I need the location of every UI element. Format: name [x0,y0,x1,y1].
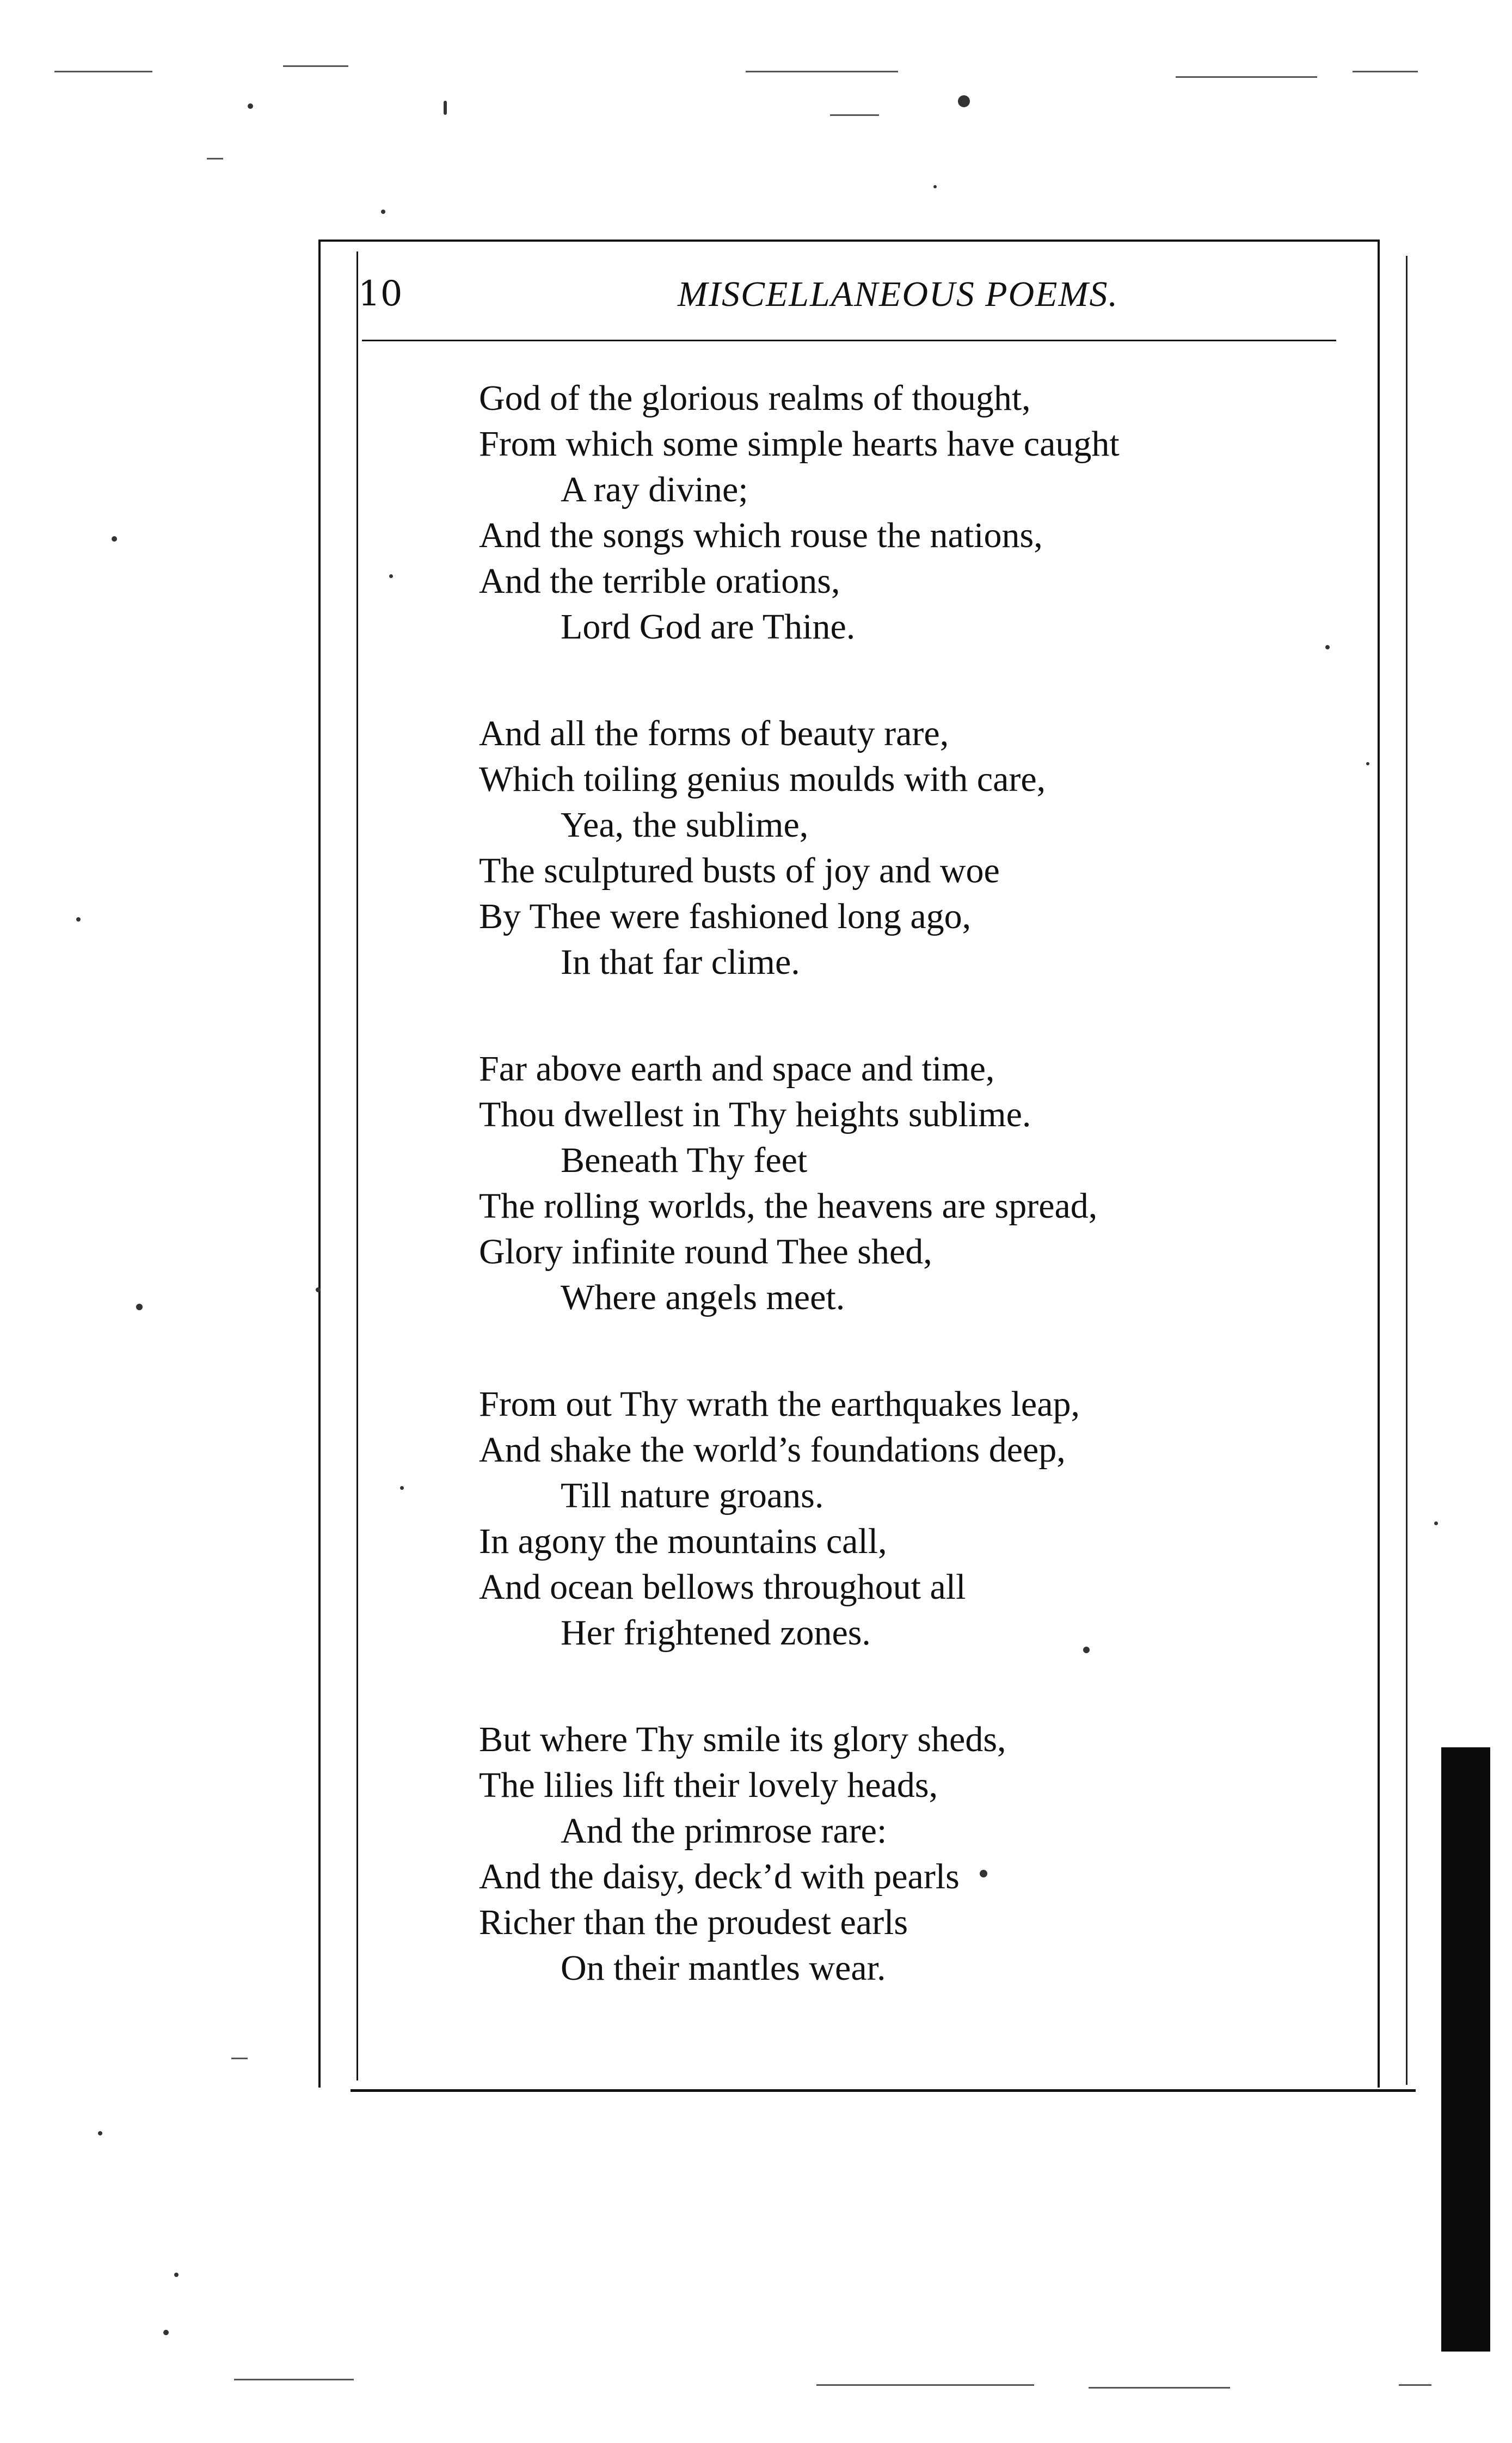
poem-line: Far above earth and space and time, [479,1049,995,1089]
poem-line-indented: Where angels meet. [561,1278,845,1317]
poem-line-indented: In that far clime. [561,942,800,982]
header-rule [362,340,1336,341]
stanza-5 [479,1717,1350,1991]
page-number: 10 [358,274,403,314]
poem-line: And the songs which rouse the nations, [479,515,1043,555]
outer-right-rule [1406,256,1407,2085]
stanza-3 [479,1046,1350,1321]
poem-line: The rolling worlds, the heavens are spread, [479,1186,1098,1226]
poem-line: From which some simple hearts have caught [479,424,1120,464]
inner-left-rule [357,251,358,2080]
poem-body [479,376,1350,2052]
running-title: MISCELLANEOUS POEMS. [678,274,1118,314]
stanza-1 [479,376,1350,650]
poem-line: Which toiling genius moulds with care, [479,759,1046,799]
poem-line-indented: Yea, the sublime, [561,805,809,845]
poem-line: The lilies lift their lovely heads, [479,1765,938,1805]
poem-line: The sculptured busts of joy and woe [479,851,1000,891]
poem-line-indented: Till nature groans. [561,1476,824,1515]
poem-line: Richer than the proudest earls [479,1902,908,1942]
poem-line: And the terrible orations, [479,561,840,601]
poem-line: Thou dwellest in Thy heights sublime. [479,1095,1031,1134]
poem-line: In agony the mountains call, [479,1521,887,1561]
poem-line-indented: On their mantles wear. [561,1948,886,1988]
poem-line: By Thee were fashioned long ago, [479,897,972,936]
poem-line: But where Thy smile its glory sheds, [479,1720,1006,1759]
poem-line: And ocean bellows throughout all [479,1567,966,1607]
poem-line-indented: Beneath Thy feet [561,1140,808,1180]
poem-line-indented: Her frightened zones. [561,1613,871,1653]
poem-line: From out Thy wrath the earthquakes leap, [479,1384,1080,1424]
poem-line: God of the glorious realms of thought, [479,378,1031,418]
poem-line-indented: Lord God are Thine. [561,607,856,647]
stanza-2 [479,711,1350,985]
poem-line: And all the forms of beauty rare, [479,714,949,753]
stanza-4 [479,1382,1350,1656]
page-edge-shadow [1441,1747,1490,2352]
poem-line-indented: And the primrose rare: [561,1811,887,1851]
poem-line-indented: A ray divine; [561,470,748,510]
poem-line: And shake the world’s foundations deep, [479,1430,1066,1470]
poem-line: And the daisy, deck’d with pearls [479,1857,960,1896]
poem-line: Glory infinite round Thee shed, [479,1232,932,1272]
